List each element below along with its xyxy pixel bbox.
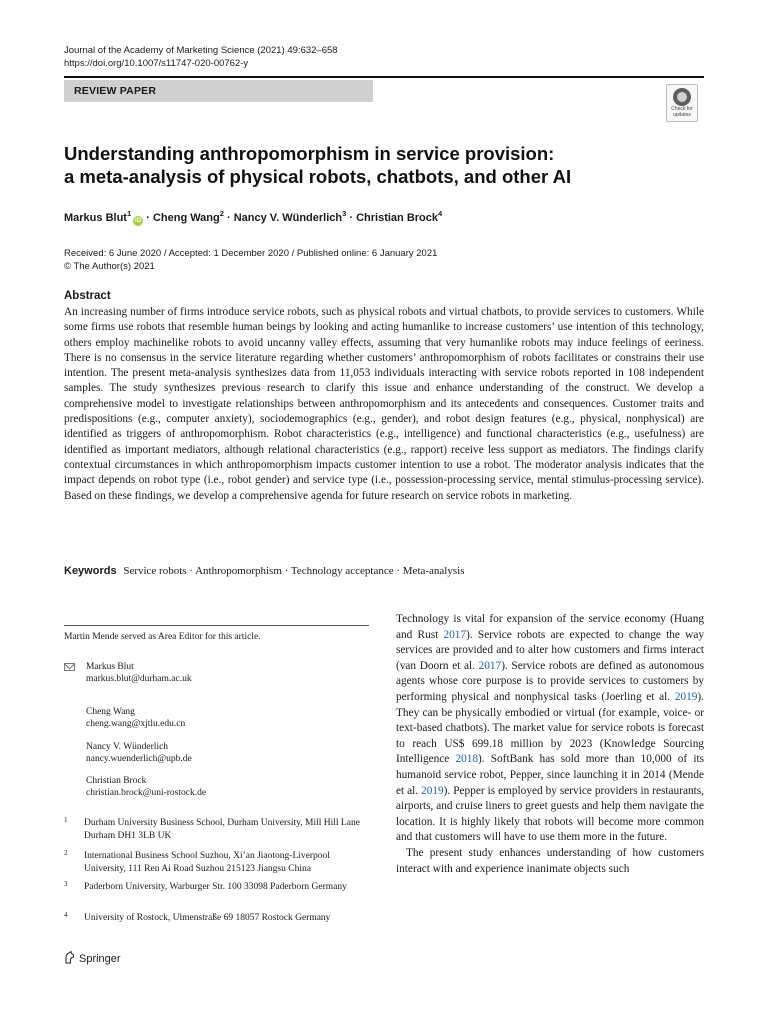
contact-name: Nancy V. Wünderlich: [86, 742, 169, 752]
copyright-line: [64, 260, 155, 273]
badge-line-2: updates: [673, 111, 691, 118]
copyright-text: The Author(s) 2021: [73, 261, 155, 272]
citation-link[interactable]: 2017: [478, 659, 502, 672]
affiliation-item: [64, 817, 374, 842]
journal-citation: Journal of the Academy of Marketing Science (2021) 49:632–658: [64, 45, 338, 56]
body-paragraph: The present study enhances understanding of how customers interact with and experience inanimate objects such: [396, 846, 704, 875]
section-label: REVIEW PAPER: [64, 80, 373, 102]
body-paragraph: [396, 612, 704, 846]
contact-block: [64, 706, 369, 730]
author-affil-num: 1: [126, 209, 132, 218]
author-affil-num: 3: [342, 209, 347, 218]
author-name: Christian Brock: [356, 212, 439, 224]
citation-link[interactable]: 2018: [455, 753, 479, 766]
contact-name: Christian Brock: [86, 776, 147, 786]
body-text: ). SoftBank has sold more than 10,000 of its humanoid service robot, Pepper, since launching it in 2014 (Mende et al.: [396, 753, 704, 797]
author-separator: ·: [226, 212, 231, 224]
springer-horse-icon: [64, 951, 75, 964]
affiliation-text: International Business School Suzhou, Xi’an Jiaotong-Liverpool University, 111 Ren Ai Road Suzhou 215123 Jiangsu China: [84, 851, 330, 874]
body-text-column: [396, 612, 704, 877]
orcid-icon[interactable]: iD: [134, 217, 142, 224]
contact-block: [64, 741, 369, 765]
contact-name: Cheng Wang: [86, 707, 135, 717]
doi-link[interactable]: https://doi.org/10.1007/s11747-020-00762-y: [64, 58, 249, 69]
keywords-items: Service robots · Anthropomorphism · Technology acceptance · Meta-analysis: [123, 565, 465, 577]
author-name: Markus Blut: [64, 212, 127, 224]
copyright-icon: ©: [64, 261, 71, 272]
author-name: Cheng Wang: [152, 212, 220, 224]
journal-header: [64, 44, 338, 70]
author-separator: ·: [146, 212, 150, 224]
contact-email[interactable]: cheng.wang@xjtlu.edu.cn: [86, 719, 186, 729]
body-text: ). Pepper is employed by service providers in restaurants, airports, and cruise liners to greet guests and help them navigate the location. It is highly likely that robots will become more common and that customers will have to use them more in the future.: [396, 784, 704, 844]
author-affil-num: 4: [438, 209, 443, 218]
affiliation-text: Durham University Business School, Durham University, Mill Hill Lane Durham DH1 3LB UK: [84, 818, 360, 841]
keywords-label: Keywords: [64, 565, 117, 577]
author-list: [64, 206, 684, 226]
contact-email[interactable]: nancy.wuenderlich@upb.de: [86, 754, 192, 764]
abstract-text: An increasing number of firms introduce service robots, such as physical robots and virtual chatbots, to provide services to customers. While some firms use robots that resemble human beings by looking and acting humanlike to increase customers’ use intention of this technology, others employ machinelike robots to avoid uncanny valley effects, assuming that very humanlike robots may induce feelings of eeriness. There is no consensus in the service literature regarding whether customers’ anthropomorphism of robots facilitates or constrains their use intention. The present meta-analysis synthesizes data from 11,053 individuals interacting with service robots reported in 108 independent samples. The study synthesizes previous research to clarify this issue and enhance understanding of the construct. We develop a comprehensive model to investigate relationships between anthropomorphism and its antecedents and consequences. Customer traits and predispositions (e.g., computer anxiety), sociodemographics (e.g., gender), and robot design features (e.g., physical, nonphysical) are identified as triggers of anthropomorphism. Robot characteristics (e.g., intelligence) and functional characteristics (e.g., usefulness) are identified as important mediators, although relational characteristics (e.g., rapport) receive less support as mediators. The findings clarify contextual circumstances in which anthropomorphism impacts customer intention to use a robot. The moderator analysis indicates that the impact depends on robot type (i.e., robot gender) and service type (i.e., possession-processing service, mental stimulus-processing service). Based on these findings, we develop a comprehensive agenda for future research on service robots in marketing.: [64, 306, 704, 502]
contact-block: [64, 661, 369, 685]
title-line-2: a meta-analysis of physical robots, chatbots, and other AI: [64, 166, 572, 187]
editor-note: Martin Mende served as Area Editor for this article.: [64, 632, 261, 642]
citation-link[interactable]: 2019: [674, 690, 698, 703]
affiliation-number: 3: [64, 880, 68, 888]
contact-block: [64, 775, 369, 799]
publisher-name: Springer: [79, 953, 121, 965]
contact-name: Markus Blut: [86, 662, 134, 672]
body-text: Technology is vital for expansion of the service economy (Huang and Rust: [396, 613, 704, 641]
affiliation-text: Paderborn University, Warburger Str. 100 33098 Paderborn Germany: [84, 882, 347, 892]
crossmark-icon: [673, 88, 691, 106]
contact-email[interactable]: christian.brock@uni-rostock.de: [86, 788, 207, 798]
abstract-heading: Abstract: [64, 290, 111, 302]
author-name: Nancy V. Wünderlich: [233, 212, 343, 224]
affiliation-number: 4: [64, 911, 68, 919]
affiliation-number: 1: [64, 816, 68, 824]
body-text: ). They can be physically embodied or virtual (for example, voice- or text-based chatbots). The market value for service robots is forecast to reach US$ 699.18 million by 2023 (Knowledge Sourcing Intelligence: [396, 690, 704, 766]
header-rule: [64, 76, 704, 78]
badge-line-1: Check for: [671, 106, 693, 112]
author-separator: ·: [349, 212, 354, 224]
paper-title: [64, 142, 624, 188]
affiliation-text: University of Rostock, Ulmenstraße 69 18057 Rostock Germany: [84, 913, 331, 923]
check-for-updates-badge[interactable]: [666, 84, 698, 122]
title-line-1: Understanding anthropomorphism in service provision:: [64, 143, 555, 164]
contact-email[interactable]: markus.blut@durham.ac.uk: [86, 674, 192, 684]
envelope-icon: [64, 663, 75, 671]
affiliation-item: [64, 881, 374, 894]
publisher-logo: [64, 951, 121, 967]
publication-dates: Received: 6 June 2020 / Accepted: 1 December 2020 / Published online: 6 January 2021: [64, 248, 438, 259]
citation-link[interactable]: 2017: [443, 628, 467, 641]
body-text: ). Service robots are defined as autonomous agents whose core purpose is to provide services to customers by performing physical and nonphysical tasks (Joerling et al.: [396, 659, 704, 703]
affiliation-item: [64, 912, 374, 925]
affiliation-item: [64, 850, 374, 875]
footnote-rule: [64, 625, 369, 626]
keywords-line: [64, 564, 704, 579]
citation-link[interactable]: 2019: [421, 784, 444, 797]
body-text: ). Service robots are expected to change the way services are provided and to alter how customers and firms interact (van Doorn et al.: [396, 628, 704, 672]
affiliation-number: 2: [64, 849, 68, 857]
author-affil-num: 2: [219, 209, 224, 218]
